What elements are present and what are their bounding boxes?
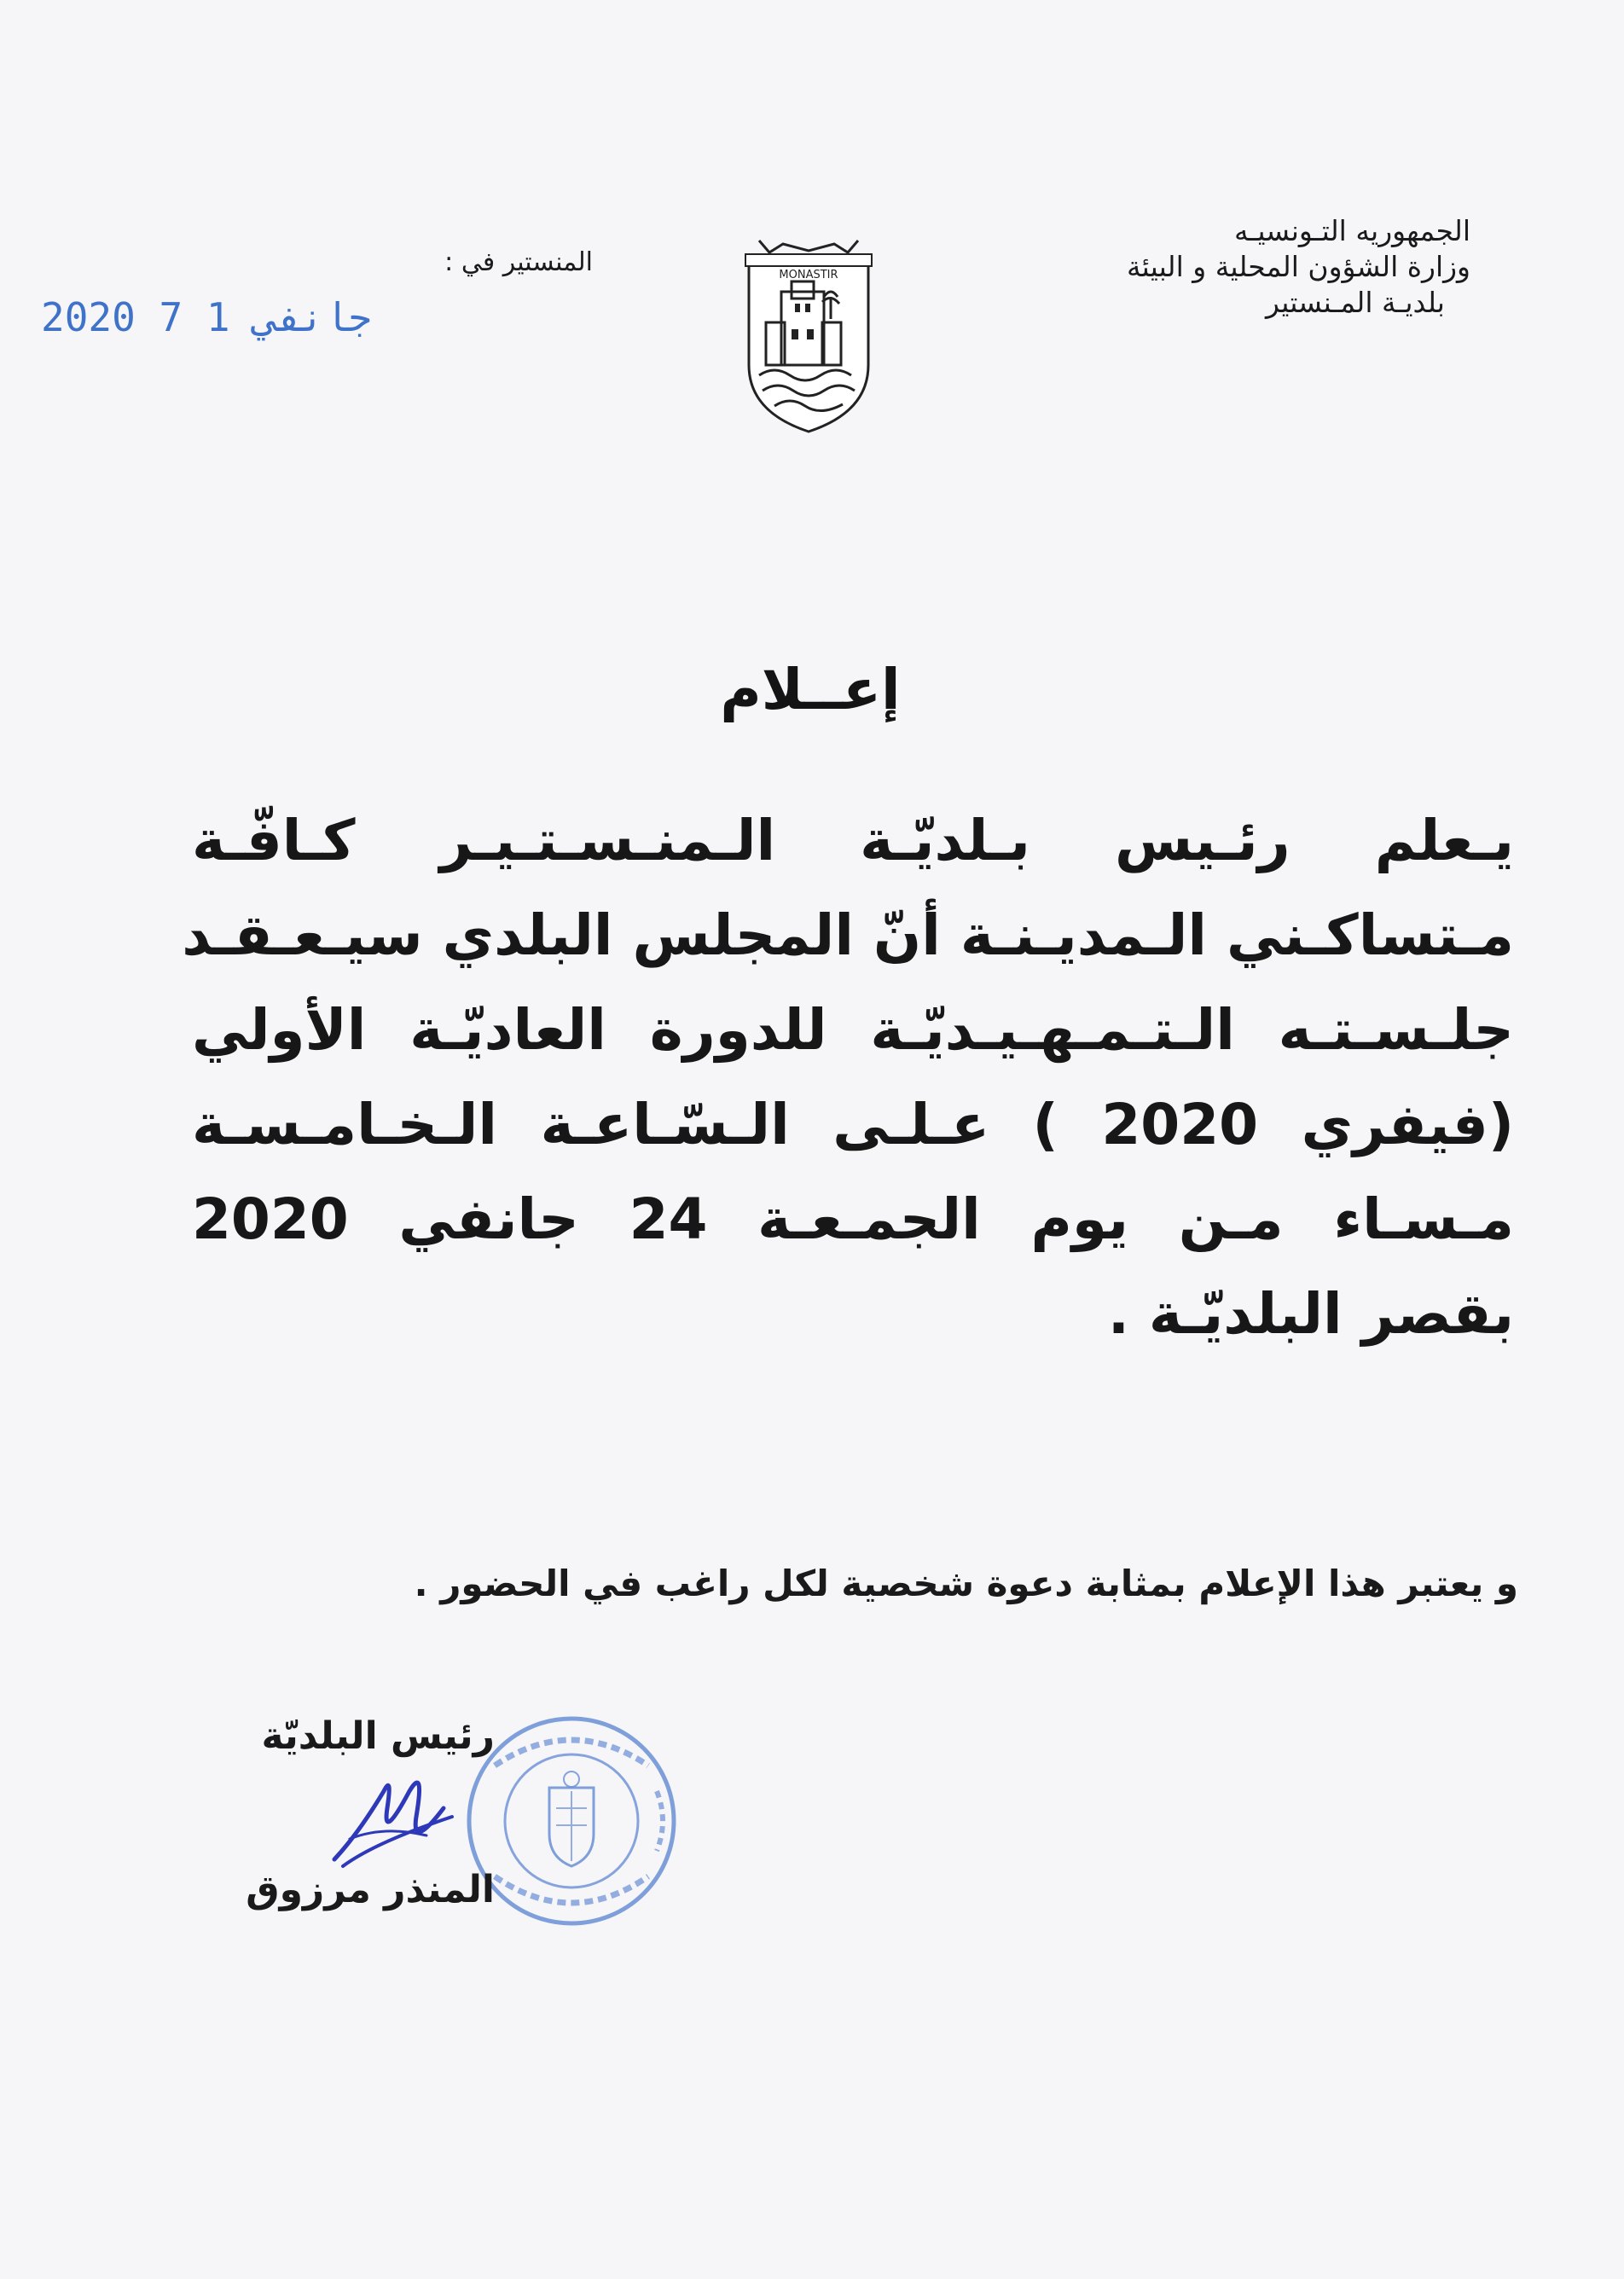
signatory-title: رئيس البلديّة <box>261 1714 495 1758</box>
body-line-2: مـتساكـني الـمديـنـة أنّ المجلس البلدي سيـعـقـد <box>182 902 1514 968</box>
attendance-note: و يعتبر هذا الإعلام بمثابة دعوة شخصية لكل راغب في الحضور . <box>414 1563 1518 1604</box>
body-line-4: (فيفري 2020 ) عـلـى الـسّـاعـة الـخـامـسـة <box>192 1092 1514 1157</box>
republic-name: الجمهوريه التـونسيـه <box>1233 214 1470 247</box>
announcement-title: إعــلام <box>720 657 901 722</box>
signatory-name: المنذر مرزوق <box>246 1868 495 1911</box>
body-line-3: جلـسـتـه الـتـمـهـيـديّـة للدورة العاديّـة الأولي <box>192 997 1514 1063</box>
municipality-name: بلديـة المـنستير <box>1266 286 1445 319</box>
date-stamp: 2020 جانفي 1 7 <box>41 294 372 340</box>
handwritten-signature <box>324 1757 461 1885</box>
body-line-6: بقصر البلديّـة . <box>1107 1281 1514 1347</box>
place-date-label: المنستير في : <box>444 247 593 277</box>
ministry-name: وزارة الشؤون المحلية و البيئة <box>1126 250 1470 283</box>
body-line-1: يـعلم رئـيس بـلديّـة الـمنـسـتـيـر كـافّـة <box>192 808 1514 873</box>
body-line-5: مـسـاء مـن يوم الجمـعـة 24 جانفي 2020 <box>192 1186 1514 1252</box>
announcement-body <box>182 793 1514 1361</box>
letterhead <box>925 213 1470 321</box>
monastir-crest-logo <box>740 237 877 435</box>
crest-label: MONASTIR <box>779 269 838 281</box>
